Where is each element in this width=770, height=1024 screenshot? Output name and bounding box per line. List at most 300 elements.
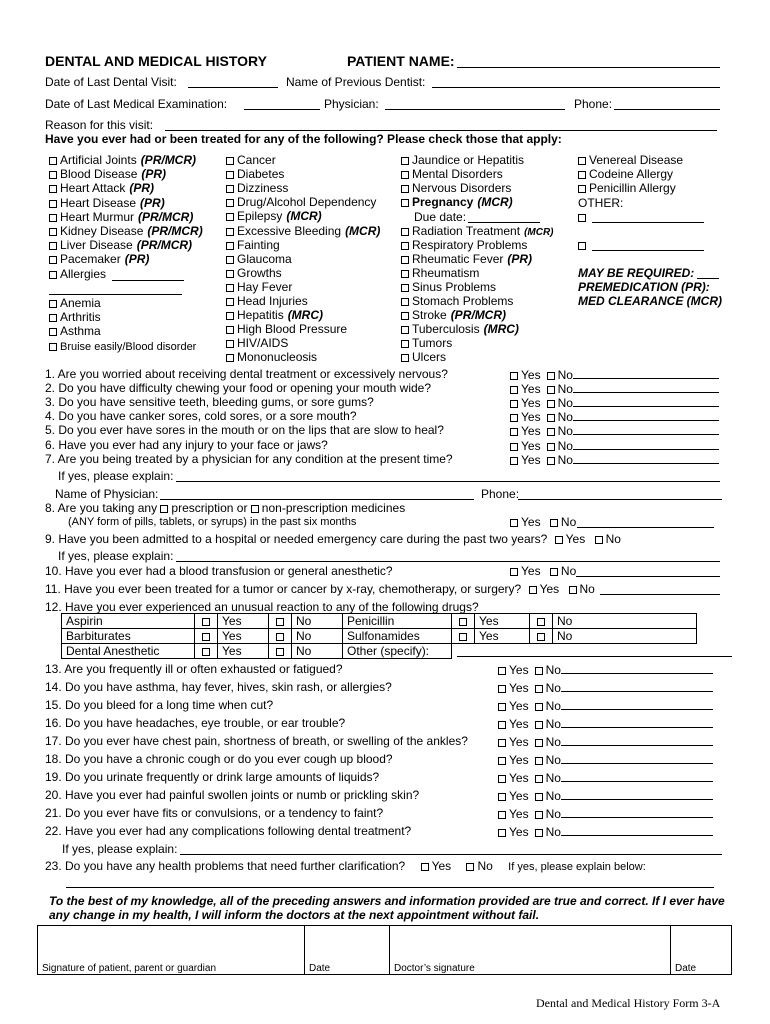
q8-explain-field[interactable]: [577, 527, 714, 528]
no-checkbox[interactable]: [595, 536, 603, 544]
condition-item[interactable]: [401, 280, 496, 294]
checkbox-icon[interactable]: [459, 618, 467, 626]
condition-item[interactable]: [226, 266, 282, 280]
condition-label: Dizziness: [237, 181, 289, 196]
checkbox-icon[interactable]: [226, 213, 234, 221]
instruction-text: Have you ever had or been treated for any of the following? Please check those that apply:: [45, 132, 562, 146]
yes-label: Yes: [218, 629, 269, 644]
other-item-1[interactable]: [578, 210, 589, 224]
condition-item[interactable]: [49, 324, 101, 338]
yes-label: Yes: [521, 424, 541, 439]
allergies-field[interactable]: [112, 280, 184, 281]
checkbox-icon[interactable]: [226, 242, 234, 250]
no-checkbox[interactable]: [547, 443, 555, 451]
drug-yes-checkbox-cell[interactable]: [195, 629, 218, 644]
no-checkbox[interactable]: [535, 775, 543, 783]
checkbox-icon[interactable]: [49, 328, 57, 336]
q23-explain-field[interactable]: [66, 887, 714, 888]
yes-label: Yes: [539, 582, 560, 596]
checkbox-icon[interactable]: [226, 157, 234, 165]
condition-item[interactable]: [49, 181, 154, 195]
yes-no-answer: [510, 438, 719, 453]
no-checkbox[interactable]: [535, 811, 543, 819]
no-checkbox[interactable]: [535, 739, 543, 747]
condition-item[interactable]: [401, 322, 519, 336]
checkbox-icon[interactable]: [578, 157, 586, 165]
explain-field[interactable]: [573, 367, 719, 379]
explain-field[interactable]: [573, 438, 719, 450]
condition-item[interactable]: [226, 153, 276, 167]
checkbox-icon[interactable]: [578, 185, 586, 193]
no-label: No: [292, 644, 343, 659]
yes-checkbox[interactable]: [510, 568, 518, 576]
checkbox-icon[interactable]: [401, 340, 409, 348]
no-checkbox[interactable]: [466, 863, 474, 871]
no-label: No: [545, 717, 561, 731]
no-checkbox[interactable]: [535, 721, 543, 729]
q23-question: [45, 859, 646, 874]
yes-checkbox[interactable]: [421, 863, 429, 871]
condition-label: Rheumatism: [412, 265, 480, 280]
condition-label: Stroke: [412, 308, 447, 323]
condition-item[interactable]: [226, 294, 308, 308]
no-label: No: [292, 614, 343, 629]
checkbox-icon[interactable]: [401, 242, 409, 250]
question-text: 5. Do you ever have sores in the mouth or on the lips that are slow to heal?: [45, 423, 444, 438]
other-field-1[interactable]: [592, 222, 704, 223]
yes-label: Yes: [509, 825, 529, 839]
explain-field[interactable]: [573, 381, 719, 393]
condition-label: Cancer: [237, 153, 276, 167]
yes-label: Yes: [218, 644, 269, 659]
condition-label: Nervous Disorders: [412, 181, 512, 196]
yes-no-answer: [498, 770, 713, 785]
condition-item[interactable]: [49, 310, 101, 324]
q9-explain-field[interactable]: [176, 561, 720, 562]
condition-item[interactable]: [49, 252, 149, 266]
condition-item[interactable]: [49, 238, 192, 252]
yes-checkbox[interactable]: [510, 414, 518, 422]
drug-yes-checkbox-cell[interactable]: [452, 629, 475, 644]
drug-name: Barbiturates: [62, 629, 195, 644]
condition-item[interactable]: [401, 167, 503, 181]
yes-label: Yes: [509, 699, 529, 713]
prescription-checkbox[interactable]: [160, 505, 168, 513]
yes-label: Yes: [475, 629, 530, 644]
checkbox-icon[interactable]: [226, 354, 234, 362]
yes-label: Yes: [521, 452, 541, 467]
checkbox-icon[interactable]: [202, 633, 210, 641]
condition-item[interactable]: [226, 308, 323, 322]
condition-label: Artificial Joints: [60, 153, 137, 167]
checkbox-icon[interactable]: [276, 618, 284, 626]
reason-field[interactable]: [165, 130, 717, 131]
checkbox-icon[interactable]: [226, 171, 234, 179]
no-checkbox[interactable]: [535, 703, 543, 711]
checkbox-icon[interactable]: [226, 284, 234, 292]
question-text: 6. Have you ever had any injury to your face or jaws?: [45, 437, 328, 452]
last-dental-visit-label: Date of Last Dental Visit:: [45, 75, 177, 89]
explain-field[interactable]: [561, 770, 713, 782]
checkbox-icon[interactable]: [401, 256, 409, 264]
checkbox-icon[interactable]: [537, 633, 545, 641]
q8-detail: (ANY form of pills, tablets, or syrups) in the past six months: [68, 516, 357, 528]
q11-text: 11. Have you ever been treated for a tumor or cancer by x-ray, chemotherapy, or surgery?: [45, 582, 522, 596]
checkbox-icon[interactable]: [226, 326, 234, 334]
patient-signature-label: Signature of patient, parent or guardian: [42, 963, 217, 974]
checkbox-icon[interactable]: [226, 185, 234, 193]
patient-name-label: PATIENT NAME:: [347, 53, 455, 69]
question-text: 13. Are you frequently ill or often exhausted or fatigued?: [45, 662, 343, 676]
drug-no-checkbox-cell[interactable]: [269, 629, 292, 644]
drug-yes-checkbox-cell[interactable]: [195, 644, 218, 659]
checkbox-icon[interactable]: [401, 171, 409, 179]
condition-item[interactable]: [226, 209, 322, 223]
drug-name: Sulfonamides: [343, 629, 452, 644]
explain-field[interactable]: [561, 806, 713, 818]
yes-label: Yes: [521, 564, 541, 578]
condition-item[interactable]: [226, 280, 292, 294]
condition-label: Diabetes: [237, 167, 285, 182]
doctor-signature-label: Doctor’s signature: [394, 963, 475, 974]
yes-label: Yes: [509, 789, 529, 803]
condition-item[interactable]: [401, 336, 452, 350]
condition-item[interactable]: [49, 267, 106, 281]
other-drug-field[interactable]: [457, 656, 732, 657]
may-be-required-underline: [697, 278, 719, 279]
no-checkbox[interactable]: [547, 414, 555, 422]
yes-no-answer: [498, 824, 713, 839]
checkbox-icon[interactable]: [401, 228, 409, 236]
no-checkbox[interactable]: [535, 757, 543, 765]
no-label: No: [545, 789, 561, 803]
yes-checkbox[interactable]: [498, 739, 506, 747]
condition-tag: (PR/MCR): [140, 153, 197, 167]
yes-label: Yes: [521, 438, 541, 453]
checkbox-icon[interactable]: [226, 228, 234, 236]
condition-item[interactable]: [401, 350, 446, 364]
question-text: 18. Do you have a chronic cough or do you ever cough up blood?: [45, 752, 393, 766]
condition-tag: (MCR): [345, 223, 381, 238]
due-date-field[interactable]: [468, 222, 540, 223]
question-text: 1. Are you worried about receiving dental treatment or excessively nervous?: [45, 367, 448, 381]
yes-checkbox[interactable]: [529, 586, 537, 594]
q9-explain-label: If yes, please explain:: [58, 549, 174, 563]
condition-label: Ulcers: [412, 350, 447, 365]
may-be-required: MAY BE REQUIRED:: [578, 266, 695, 280]
condition-item[interactable]: [578, 181, 676, 195]
condition-item[interactable]: [226, 238, 280, 252]
checkbox-icon[interactable]: [49, 343, 57, 351]
checkbox-icon[interactable]: [459, 633, 467, 641]
condition-tag: (MCR): [477, 195, 513, 210]
form-title: DENTAL AND MEDICAL HISTORY: [45, 53, 267, 69]
condition-item[interactable]: [401, 294, 513, 308]
yes-checkbox[interactable]: [498, 703, 506, 711]
q9-text: 9. Have you been admitted to a hospital or needed emergency care during the past two years?: [45, 532, 548, 546]
reason-label: Reason for this visit:: [45, 118, 154, 132]
condition-label: Respiratory Problems: [412, 237, 528, 252]
drug-name: Dental Anesthetic: [62, 644, 195, 659]
previous-dentist-field[interactable]: [432, 87, 720, 88]
yes-no-answer: [498, 734, 713, 749]
condition-tag: (MRC): [287, 308, 324, 323]
phone-field[interactable]: [614, 109, 720, 110]
condition-item[interactable]: [226, 167, 284, 181]
yes-checkbox[interactable]: [510, 372, 518, 380]
no-checkbox[interactable]: [547, 386, 555, 394]
drug-name: Aspirin: [62, 614, 195, 629]
condition-tag: (PR): [129, 181, 155, 196]
question-text: 22. Have you ever had any complications following dental treatment?: [45, 824, 412, 838]
checkbox-icon[interactable]: [226, 298, 234, 306]
yes-checkbox[interactable]: [555, 536, 563, 544]
condition-item[interactable]: [226, 224, 380, 238]
condition-label: Arthritis: [60, 310, 101, 325]
condition-item[interactable]: [401, 238, 527, 252]
no-checkbox[interactable]: [547, 457, 555, 465]
checkbox-icon[interactable]: [202, 648, 210, 656]
checkbox-icon[interactable]: [578, 214, 586, 222]
drug-reaction-table: [61, 613, 697, 659]
condition-item[interactable]: [226, 336, 288, 350]
explain-field[interactable]: [573, 395, 719, 407]
explain-field[interactable]: [561, 716, 713, 728]
yes-label: Yes: [509, 753, 529, 767]
drug-no-checkbox-cell[interactable]: [269, 644, 292, 659]
q22-explain-label: If yes, please explain:: [62, 842, 178, 856]
condition-item[interactable]: [401, 153, 524, 167]
q22-explain-field[interactable]: [180, 854, 722, 855]
yes-no-answer: [510, 395, 719, 410]
yes-no-answer: [510, 452, 719, 467]
no-checkbox[interactable]: [569, 586, 577, 594]
condition-item[interactable]: [49, 196, 165, 210]
yes-checkbox[interactable]: [498, 685, 506, 693]
explain-field[interactable]: [561, 824, 713, 836]
checkbox-icon[interactable]: [401, 284, 409, 292]
no-checkbox[interactable]: [547, 372, 555, 380]
physician-field[interactable]: [385, 109, 565, 110]
no-checkbox[interactable]: [547, 400, 555, 408]
checkbox-icon[interactable]: [537, 618, 545, 626]
doctor-date-label: Date: [675, 963, 697, 974]
yes-checkbox[interactable]: [498, 775, 506, 783]
question-text: 15. Do you bleed for a long time when cut?: [45, 698, 274, 712]
condition-item[interactable]: [226, 181, 288, 195]
checkbox-icon[interactable]: [226, 340, 234, 348]
q8-question: [45, 501, 405, 515]
checkbox-icon[interactable]: [49, 185, 57, 193]
physician-phone-field[interactable]: [518, 499, 722, 500]
explain-field[interactable]: [561, 662, 713, 674]
condition-label: Growths: [237, 265, 282, 280]
checkbox-icon[interactable]: [401, 312, 409, 320]
checkbox-icon[interactable]: [401, 298, 409, 306]
condition-label: Epilepsy: [237, 209, 283, 224]
checkbox-icon[interactable]: [276, 633, 284, 641]
checkbox-icon[interactable]: [401, 354, 409, 362]
yes-checkbox[interactable]: [510, 400, 518, 408]
patient-signature-cell[interactable]: [38, 926, 305, 975]
patient-date-cell[interactable]: [305, 926, 390, 975]
condition-item[interactable]: [49, 210, 193, 224]
checkbox-icon[interactable]: [401, 270, 409, 278]
no-label: No: [557, 382, 573, 397]
condition-item[interactable]: [49, 339, 196, 354]
condition-label: Hepatitis: [237, 308, 284, 323]
condition-item[interactable]: [401, 252, 532, 266]
explain-field[interactable]: [573, 452, 719, 464]
q11-explain-field[interactable]: [600, 594, 720, 595]
other-field-2[interactable]: [592, 250, 704, 251]
drug-yes-checkbox-cell[interactable]: [452, 614, 475, 629]
checkbox-icon[interactable]: [578, 171, 586, 179]
checkbox-icon[interactable]: [49, 314, 57, 322]
condition-label: Sinus Problems: [412, 279, 497, 294]
condition-item[interactable]: [578, 167, 673, 181]
drug-yes-checkbox-cell[interactable]: [195, 614, 218, 629]
no-label: No: [557, 396, 573, 411]
checkbox-icon[interactable]: [401, 157, 409, 165]
other-item-2[interactable]: [578, 238, 589, 252]
drug-no-checkbox-cell[interactable]: [530, 614, 553, 629]
question-text: 20. Have you ever had painful swollen joints or numb or prickling skin?: [45, 788, 420, 802]
no-checkbox[interactable]: [550, 519, 558, 527]
no-checkbox[interactable]: [535, 829, 543, 837]
q10-explain-field[interactable]: [576, 576, 720, 577]
no-checkbox[interactable]: [535, 667, 543, 675]
checkbox-icon[interactable]: [49, 157, 57, 165]
yes-checkbox[interactable]: [498, 721, 506, 729]
condition-label: Heart Disease: [60, 195, 137, 210]
drug-no-checkbox-cell[interactable]: [530, 629, 553, 644]
no-checkbox[interactable]: [535, 685, 543, 693]
explain-field[interactable]: [561, 680, 713, 692]
q7-explain-field[interactable]: [176, 481, 720, 482]
checkbox-icon[interactable]: [49, 256, 57, 264]
explain-field[interactable]: [561, 788, 713, 800]
no-checkbox[interactable]: [547, 428, 555, 436]
yes-no-answer: [498, 752, 713, 767]
checkbox-icon[interactable]: [49, 228, 57, 236]
condition-label: Heart Attack: [60, 181, 126, 196]
condition-item[interactable]: [401, 181, 511, 195]
no-checkbox[interactable]: [550, 568, 558, 576]
checkbox-icon[interactable]: [401, 185, 409, 193]
condition-item[interactable]: [49, 224, 203, 238]
condition-label: Head Injuries: [237, 294, 308, 308]
condition-label: Excessive Bleeding: [237, 223, 342, 238]
last-dental-visit-field[interactable]: [188, 87, 278, 88]
doctor-signature-cell[interactable]: [390, 926, 671, 975]
med-clearance-label: MED CLEARANCE (MCR): [578, 294, 722, 308]
condition-item[interactable]: [578, 153, 683, 167]
yes-checkbox[interactable]: [498, 793, 506, 801]
name-of-physician-field[interactable]: [160, 499, 474, 500]
checkbox-icon[interactable]: [202, 618, 210, 626]
no-label: No: [553, 614, 697, 629]
q7-explain-label: If yes, please explain:: [58, 469, 174, 483]
explain-field[interactable]: [561, 734, 713, 746]
drug-no-checkbox-cell[interactable]: [269, 614, 292, 629]
yes-checkbox[interactable]: [510, 443, 518, 451]
condition-item[interactable]: [49, 153, 196, 167]
checkbox-icon[interactable]: [578, 242, 586, 250]
yes-checkbox[interactable]: [510, 386, 518, 394]
checkbox-icon[interactable]: [49, 171, 57, 179]
yes-checkbox[interactable]: [498, 829, 506, 837]
condition-label: Mental Disorders: [412, 167, 503, 182]
explain-field[interactable]: [573, 409, 719, 421]
yes-no-answer: [498, 788, 713, 803]
no-checkbox[interactable]: [535, 793, 543, 801]
checkbox-icon[interactable]: [49, 200, 57, 208]
explain-field[interactable]: [561, 698, 713, 710]
condition-label: Allergies: [60, 266, 107, 281]
condition-item[interactable]: [226, 195, 376, 209]
question-text: 7. Are you being treated by a physician for any condition at the present time?: [45, 451, 453, 466]
checkbox-icon[interactable]: [49, 214, 57, 222]
yes-checkbox[interactable]: [498, 667, 506, 675]
q8-nonprescription: non-prescription medicines: [261, 501, 406, 515]
last-medical-exam-field[interactable]: [244, 109, 320, 110]
yes-checkbox[interactable]: [498, 757, 506, 765]
checkbox-icon[interactable]: [226, 199, 234, 207]
checkbox-icon[interactable]: [49, 300, 57, 308]
condition-item[interactable]: [401, 266, 479, 280]
condition-item[interactable]: [401, 308, 506, 322]
explain-field[interactable]: [573, 423, 719, 435]
checkbox-icon[interactable]: [401, 199, 409, 207]
yes-label: Yes: [565, 532, 586, 546]
checkbox-icon[interactable]: [401, 326, 409, 334]
yes-checkbox[interactable]: [510, 428, 518, 436]
last-medical-exam-label: Date of Last Medical Examination:: [45, 97, 228, 111]
condition-item[interactable]: [226, 322, 347, 336]
condition-item[interactable]: [49, 167, 166, 181]
physician-label: Physician:: [324, 97, 379, 111]
condition-item[interactable]: [401, 195, 513, 209]
condition-item[interactable]: [49, 296, 101, 310]
q8-prescription: prescription or: [171, 501, 248, 515]
checkbox-icon[interactable]: [226, 312, 234, 320]
checkbox-icon[interactable]: [49, 271, 57, 279]
nonprescription-checkbox[interactable]: [251, 505, 259, 513]
q12-text: 12. Have you ever experienced an unusual reaction to any of the following drugs?: [45, 600, 479, 614]
condition-tag: (PR/MCR): [450, 308, 507, 323]
yes-label: Yes: [509, 771, 529, 785]
checkbox-icon[interactable]: [226, 270, 234, 278]
yes-label: Yes: [521, 368, 541, 382]
condition-item[interactable]: [226, 350, 317, 364]
allergies-field-2[interactable]: [49, 294, 182, 295]
no-label: No: [545, 771, 561, 785]
checkbox-icon[interactable]: [276, 648, 284, 656]
condition-label: Anemia: [60, 296, 101, 310]
yes-checkbox[interactable]: [510, 519, 518, 527]
yes-checkbox[interactable]: [510, 457, 518, 465]
patient-name-field[interactable]: [457, 67, 720, 68]
doctor-date-cell[interactable]: [671, 926, 732, 975]
explain-field[interactable]: [561, 752, 713, 764]
yes-no-answer: [498, 662, 713, 677]
checkbox-icon[interactable]: [226, 256, 234, 264]
yes-checkbox[interactable]: [498, 811, 506, 819]
condition-tag: (PR): [141, 167, 167, 182]
checkbox-icon[interactable]: [49, 242, 57, 250]
condition-item[interactable]: [226, 252, 292, 266]
